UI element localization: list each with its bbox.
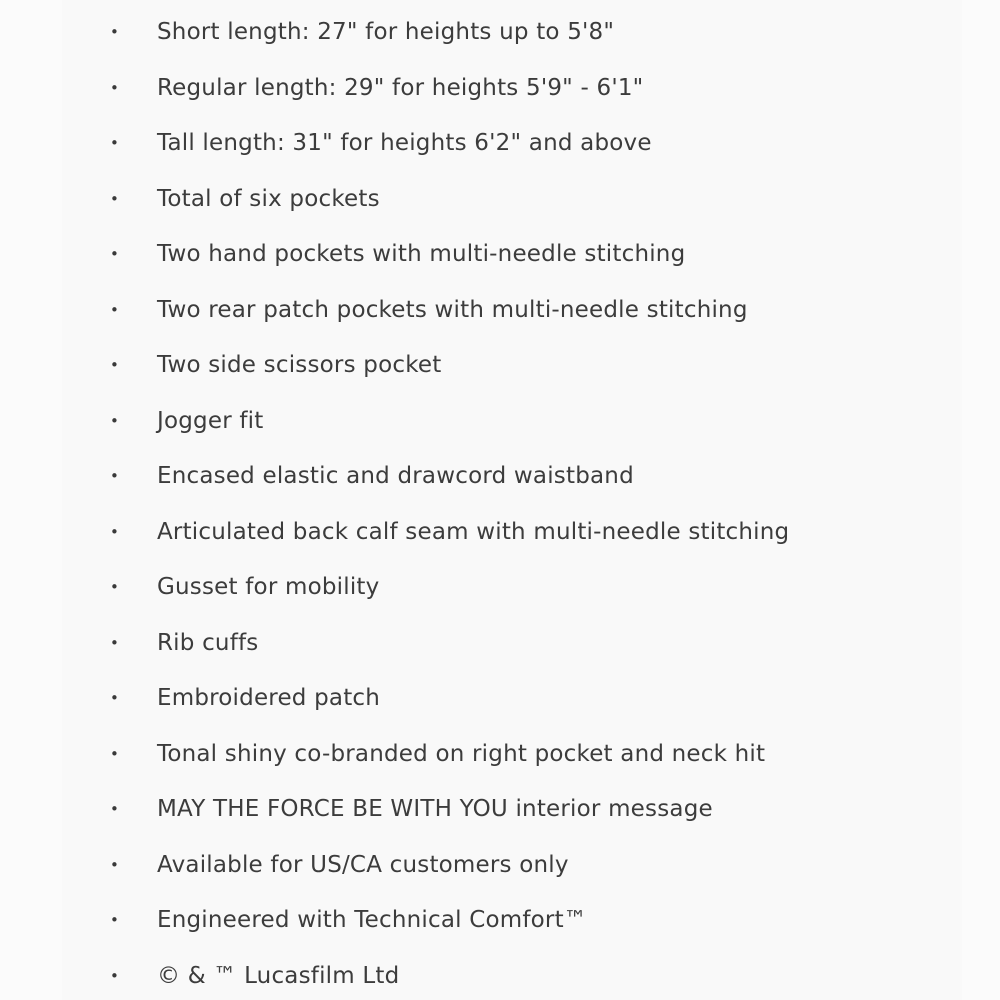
list-item bbox=[0, 838, 1000, 894]
feature-list bbox=[0, 5, 1000, 1000]
list-item bbox=[0, 616, 1000, 672]
feature-text: Two rear patch pockets with multi-needle stitching bbox=[157, 296, 748, 323]
list-item bbox=[0, 671, 1000, 727]
list-item bbox=[0, 394, 1000, 450]
feature-text: Two hand pockets with multi-needle stitching bbox=[157, 241, 686, 267]
feature-text: © & ™ Lucasfilm Ltd bbox=[157, 962, 400, 989]
bullet-icon: • bbox=[110, 855, 120, 874]
feature-text: Rib cuffs bbox=[157, 629, 259, 656]
bullet-icon: • bbox=[110, 189, 120, 208]
bullet-icon: • bbox=[110, 245, 120, 263]
bullet-icon: • bbox=[110, 578, 120, 596]
list-item bbox=[0, 560, 1000, 616]
list-item bbox=[0, 893, 1000, 949]
list-item bbox=[0, 782, 1000, 838]
feature-text: Articulated back calf seam with multi-needle stitching bbox=[157, 518, 790, 545]
list-item bbox=[0, 505, 1000, 561]
feature-text: Engineered with Technical Comfort™ bbox=[157, 907, 587, 933]
feature-text: Short length: 27" for heights up to 5'8" bbox=[157, 19, 615, 45]
feature-text: MAY THE FORCE BE WITH YOU interior message bbox=[157, 796, 713, 822]
bullet-icon: • bbox=[110, 689, 120, 707]
bullet-icon: • bbox=[110, 23, 120, 41]
feature-text: Embroidered patch bbox=[157, 685, 381, 711]
bullet-icon: • bbox=[110, 300, 120, 319]
feature-text: Two side scissors pocket bbox=[157, 352, 442, 378]
feature-text: Gusset for mobility bbox=[157, 574, 380, 600]
feature-text: Available for US/CA customers only bbox=[157, 851, 569, 878]
bullet-icon: • bbox=[110, 966, 120, 985]
feature-text: Encased elastic and drawcord waistband bbox=[157, 463, 634, 489]
bullet-icon: • bbox=[110, 633, 120, 652]
list-item bbox=[0, 5, 1000, 61]
list-item bbox=[0, 449, 1000, 505]
bullet-icon: • bbox=[110, 911, 120, 929]
feature-text: Tall length: 31" for heights 6'2" and above bbox=[157, 130, 652, 156]
feature-text: Total of six pockets bbox=[157, 185, 380, 212]
bullet-icon: • bbox=[110, 78, 120, 97]
bullet-icon: • bbox=[110, 134, 120, 152]
feature-text: Jogger fit bbox=[157, 407, 264, 434]
list-item bbox=[0, 283, 1000, 339]
list-item bbox=[0, 61, 1000, 117]
feature-text: Tonal shiny co-branded on right pocket and neck hit bbox=[157, 740, 766, 767]
bullet-icon: • bbox=[110, 522, 120, 541]
list-item bbox=[0, 338, 1000, 394]
bullet-icon: • bbox=[110, 467, 120, 485]
bullet-icon: • bbox=[110, 411, 120, 430]
feature-text: Regular length: 29" for heights 5'9" - 6'1" bbox=[157, 74, 644, 101]
list-item bbox=[0, 116, 1000, 172]
list-item bbox=[0, 172, 1000, 228]
bullet-icon: • bbox=[110, 744, 120, 763]
list-item bbox=[0, 949, 1000, 1000]
bullet-icon: • bbox=[110, 356, 120, 374]
bullet-icon: • bbox=[110, 800, 120, 818]
list-item bbox=[0, 727, 1000, 783]
list-item bbox=[0, 227, 1000, 283]
